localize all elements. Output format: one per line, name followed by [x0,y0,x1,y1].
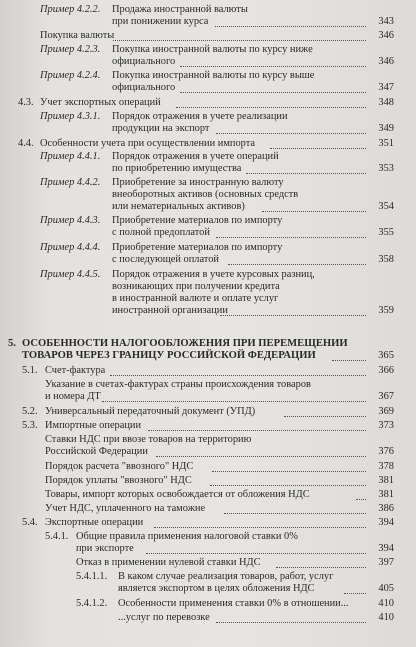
entry-text: по приобретению имущества [112,163,242,174]
example-label: Пример 4.4.2. [40,177,101,188]
entry-text: и номера ДТ [45,391,101,402]
dot-leader [215,26,366,27]
entry-text: Отказ в применении нулевой ставки НДС [76,557,261,568]
entry-text: иностранной организации [112,305,228,316]
page-number: 394 [378,517,394,528]
dot-leader [276,567,366,568]
page-number: 366 [378,365,394,376]
entry-text: Покупка валюты [40,30,115,41]
entry-text: Экспортные операции [45,517,144,528]
dot-leader [224,513,366,514]
entry-text: Порядок уплаты "ввозного" НДС [45,475,192,486]
dot-leader [154,527,366,528]
entry-text: возникающих при получении кредита [112,281,280,292]
entry-number: 5.4.1.2. [76,598,108,609]
entry-text: Общие правила применения налоговой ставки 0% [76,531,298,542]
example-label: Пример 4.4.1. [40,151,101,162]
dot-leader [148,430,366,431]
dot-leader [332,360,366,361]
entry-text: Порядок отражения в учете курсовых разниц, [112,269,315,280]
entry-text: ТОВАРОВ ЧЕРЕЗ ГРАНИЦУ РОССИЙСКОЙ ФЕДЕРАЦИИ [22,350,316,361]
page-number: 349 [378,123,394,134]
example-label: Пример 4.2.2. [40,4,101,15]
page-number: 353 [378,163,394,174]
entry-number: 5.4. [22,517,38,528]
dot-leader [262,211,366,212]
entry-text: внеоборотных активов (основных средств [112,189,299,200]
page-number: 358 [378,254,394,265]
entry-number: 5.4.1.1. [76,571,108,582]
entry-text: Учет НДС, уплаченного на таможне [45,503,206,514]
entry-text: с полной предоплатой [112,227,210,238]
dot-leader [216,237,366,238]
entry-text: является экспортом в целях обложения НДС [118,583,315,594]
dot-leader [176,107,366,108]
entry-text: Особенности учета при осуществлении импорта [40,138,256,149]
entry-number: 5.3. [22,420,38,431]
entry-text: Приобретение за иностранную валюту [112,177,284,188]
entry-text: официального [112,56,176,67]
example-label: Пример 4.4.5. [40,269,101,280]
entry-number: 5.2. [22,406,38,417]
entry-text: официального [112,82,176,93]
page-number: 359 [378,305,394,316]
entry-text: Российской Федерации [45,446,148,457]
dot-leader [216,622,366,623]
page-number: 397 [378,557,394,568]
entry-text: Покупка иностранной валюты по курсу ниже [112,44,313,55]
entry-text: Счет-фактура [45,365,106,376]
entry-text: Порядок отражения в учете реализации [112,111,288,122]
dot-leader [102,401,366,402]
page-number: 381 [378,475,394,486]
entry-text: с последующей оплатой [112,254,219,265]
dot-leader [216,133,366,134]
entry-text: Порядок отражения в учете операций [112,151,279,162]
dot-leader [284,416,366,417]
dot-leader [110,375,366,376]
page-number: 367 [378,391,394,402]
entry-text: Покупка иностранной валюты по курсу выше [112,70,315,81]
entry-text: при экспорте [76,543,134,554]
page-number: 369 [378,406,394,417]
page-number: 348 [378,97,394,108]
entry-text: ОСОБЕННОСТИ НАЛОГООБЛОЖЕНИЯ ПРИ ПЕРЕМЕЩЕНИИ [22,338,348,349]
entry-text: Продажа иностранной валюты [112,4,248,15]
entry-text: Приобретение материалов по импорту [112,215,283,226]
entry-text: Импортные операции [45,420,142,431]
page-number: 346 [378,56,394,67]
page-number: 347 [378,82,394,93]
dot-leader [146,553,366,554]
page-number: 410 [378,612,394,623]
dot-leader [156,456,366,457]
page-number: 405 [378,583,394,594]
page-number: 351 [378,138,394,149]
entry-text: Ставки НДС при ввозе товаров на территорию [45,434,252,445]
entry-text: Товары, импорт которых освобождается от обложения НДС [45,489,310,500]
page-number: 394 [378,543,394,554]
example-label: Пример 4.4.3. [40,215,101,226]
entry-text: Универсальный передаточный документ (УПД) [45,406,256,417]
entry-text: Учет экспортных операций [40,97,161,108]
entry-text: продукции на экспорт [112,123,210,134]
entry-text: Приобретение материалов по импорту [112,242,283,253]
page-number: 343 [378,16,394,27]
entry-text: Порядок расчета "ввозного" НДС [45,461,194,472]
dot-leader [180,92,366,93]
example-label: Пример 4.3.1. [40,111,101,122]
page-number: 410 [378,598,394,609]
entry-number: 5.1. [22,365,38,376]
dot-leader [113,40,366,41]
dot-leader [212,471,366,472]
entry-text: В каком случае реализация товаров, работ, услуг [118,571,334,582]
entry-number: 5.4.1. [45,531,69,542]
example-label: Пример 4.2.4. [40,70,101,81]
entry-text: при понижении курса [112,16,209,27]
dot-leader [270,148,366,149]
page-number: 373 [378,420,394,431]
entry-text: Особенности применения ставки 0% в отношении... [118,598,349,609]
entry-number: 5. [8,338,16,349]
entry-text: в иностранной валюте и оплате услуг [112,293,279,304]
example-label: Пример 4.4.4. [40,242,101,253]
page-number: 376 [378,446,394,457]
entry-number: 4.4. [18,138,34,149]
entry-text: Указание в счетах-фактурах страны происхождения товаров [45,379,311,390]
page-number: 355 [378,227,394,238]
dot-leader [180,66,366,67]
page-number: 365 [378,350,394,361]
dot-leader [220,315,366,316]
entry-text: ...услуг по перевозке [118,612,210,623]
dot-leader [228,264,366,265]
page-number: 386 [378,503,394,514]
dot-leader [344,593,366,594]
page-number: 381 [378,489,394,500]
entry-text: или нематериальных активов) [112,201,245,212]
example-label: Пример 4.2.3. [40,44,101,55]
dot-leader [356,499,366,500]
page-number: 346 [378,30,394,41]
page-number: 354 [378,201,394,212]
entry-number: 4.3. [18,97,34,108]
dot-leader [210,485,366,486]
page-number: 378 [378,461,394,472]
dot-leader [246,173,366,174]
